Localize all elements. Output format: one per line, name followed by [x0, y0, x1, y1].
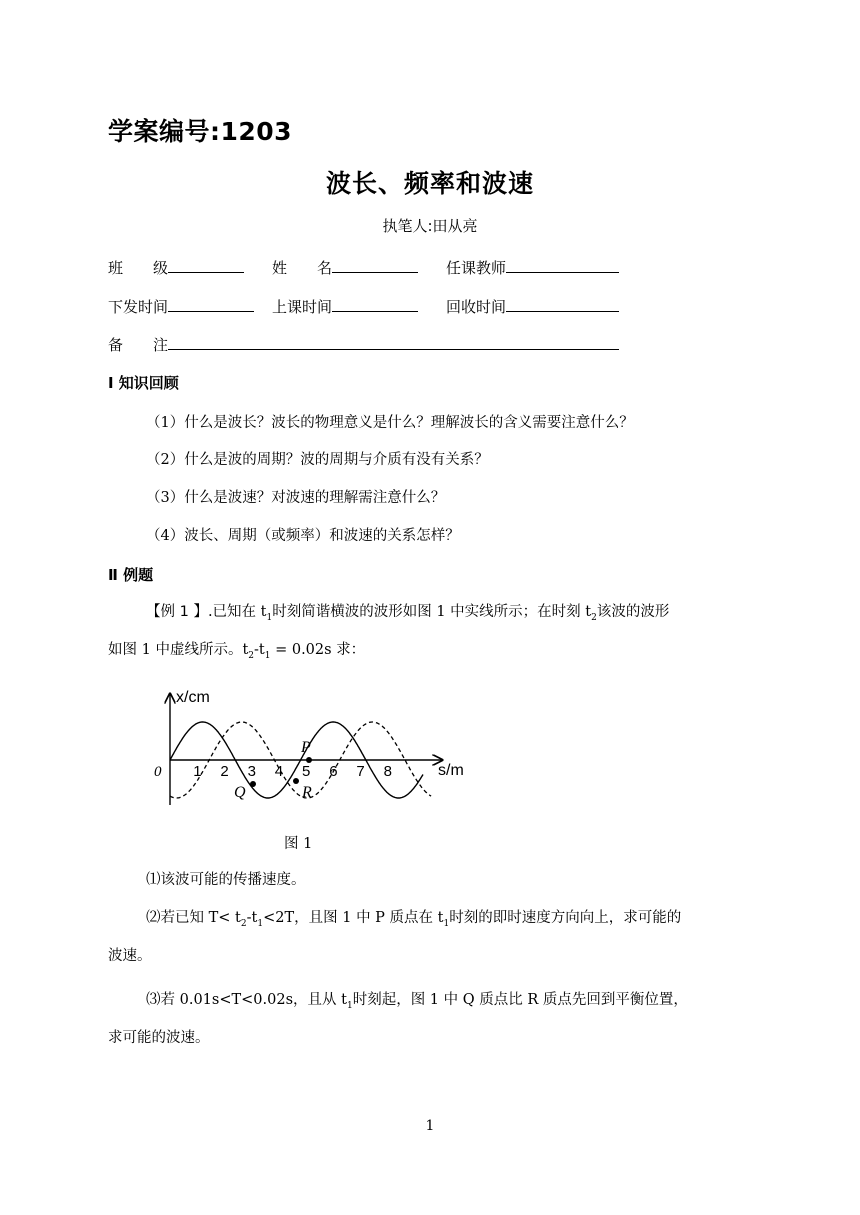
x-tick-label: 6	[329, 763, 338, 780]
teacher-blank[interactable]	[506, 258, 619, 273]
example-line2-b: -t	[254, 642, 265, 658]
section-heading-review: Ⅰ 知识回顾	[108, 374, 179, 392]
x-tick-label: 8	[383, 763, 392, 780]
sub-1: 1	[266, 612, 273, 623]
part2-a: ⑵若已知 T< t	[146, 910, 241, 926]
name-field	[272, 257, 418, 278]
point-Q-label: Q	[234, 784, 246, 801]
lesson-time-blank[interactable]	[332, 297, 418, 312]
wave-figure	[150, 680, 480, 810]
issue-time-blank[interactable]	[168, 297, 254, 312]
x-tick-label: 7	[356, 763, 365, 780]
teacher-label: 任课教师	[446, 259, 507, 277]
class-label: 班 级	[108, 259, 169, 277]
part-2-line-2: 波速。	[108, 948, 152, 964]
x-tick-label: 2	[220, 763, 229, 780]
name-label: 姓 名	[272, 259, 333, 277]
note-blank[interactable]	[168, 335, 619, 350]
example-1-line-2	[108, 632, 365, 674]
example-1-line-1	[146, 594, 669, 636]
part-3-line-2: 求可能的波速。	[108, 1030, 210, 1046]
class-field	[108, 257, 244, 278]
lesson-time-field	[272, 296, 418, 317]
sub-2b: 2	[248, 650, 255, 661]
page-number: 1	[425, 1118, 435, 1134]
x-tick-label: 3	[247, 763, 256, 780]
part-2-line-1	[146, 900, 681, 942]
part2-b: -t	[246, 910, 258, 926]
example-text-a: .已知在 t	[207, 604, 267, 620]
part3-sub1: 1	[346, 1000, 353, 1011]
issue-time-field	[108, 296, 254, 317]
collect-time-blank[interactable]	[506, 297, 619, 312]
point-Q	[250, 781, 256, 787]
x-tick-label: 1	[193, 763, 202, 780]
part3-b: 时刻起，图 1 中 Q 质点比 R 质点先回到平衡位置，	[352, 992, 688, 1008]
issue-time-label: 下发时间	[108, 298, 169, 316]
origin-label: 0	[154, 764, 162, 780]
example-text-b: 时刻简谐横波的波形如图 1 中实线所示；在时刻 t	[272, 604, 592, 620]
collect-time-label: 回收时间	[446, 298, 507, 316]
part2-sub2: 2	[240, 918, 247, 929]
collect-time-field	[446, 296, 619, 317]
x-tick-label: 4	[274, 763, 284, 780]
point-R-label: R	[302, 784, 312, 801]
section-heading-examples: Ⅱ 例题	[108, 566, 154, 584]
part2-sub1: 1	[257, 918, 264, 929]
example-line2-c: = 0.02s 求：	[270, 642, 366, 658]
part2-sub1b: 1	[443, 918, 450, 929]
part2-d: 时刻的即时速度方向向上，求可能的	[449, 910, 682, 926]
note-field	[108, 334, 619, 355]
name-blank[interactable]	[332, 258, 418, 273]
example-text-c: 该波的波形	[596, 604, 670, 620]
x-tick-label: 5	[302, 763, 311, 780]
page-title: 波长、频率和波速	[325, 169, 534, 198]
part3-a: ⑶若 0.01s<T<0.02s，且从 t	[146, 992, 347, 1008]
document-number: 学案编号:1203	[108, 117, 293, 146]
sub-1b: 1	[264, 650, 271, 661]
review-question-1: （1）什么是波长？波长的物理意义是什么？理解波长的含义需要注意什么？	[146, 415, 634, 431]
part-3-line-1	[146, 982, 688, 1024]
class-blank[interactable]	[168, 258, 244, 273]
lesson-time-label: 上课时间	[272, 298, 333, 316]
teacher-field	[446, 257, 619, 278]
point-P	[306, 757, 312, 763]
point-P-label: P	[301, 739, 311, 756]
part2-c: <2T，且图 1 中 P 质点在 t	[263, 910, 444, 926]
note-label: 备 注	[108, 336, 169, 354]
part-1: ⑴该波可能的传播速度。	[146, 872, 306, 888]
example-tag: 【例 1 】	[146, 604, 208, 620]
review-question-4: （4）波长、周期（或频率）和波速的关系怎样？	[146, 528, 460, 544]
y-axis-label: x/cm	[176, 689, 210, 706]
review-question-2: （2）什么是波的周期？波的周期与介质有没有关系？	[146, 452, 489, 468]
author-line: 执笔人:田从亮	[382, 217, 478, 235]
x-axis-label: s/m	[438, 762, 464, 779]
figure-caption: 图 1	[284, 836, 313, 852]
review-question-3: （3）什么是波速？对波速的理解需注意什么？	[146, 490, 446, 506]
example-line2-a: 如图 1 中虚线所示。t	[108, 642, 249, 658]
point-R	[293, 778, 299, 784]
sub-2: 2	[591, 612, 597, 623]
